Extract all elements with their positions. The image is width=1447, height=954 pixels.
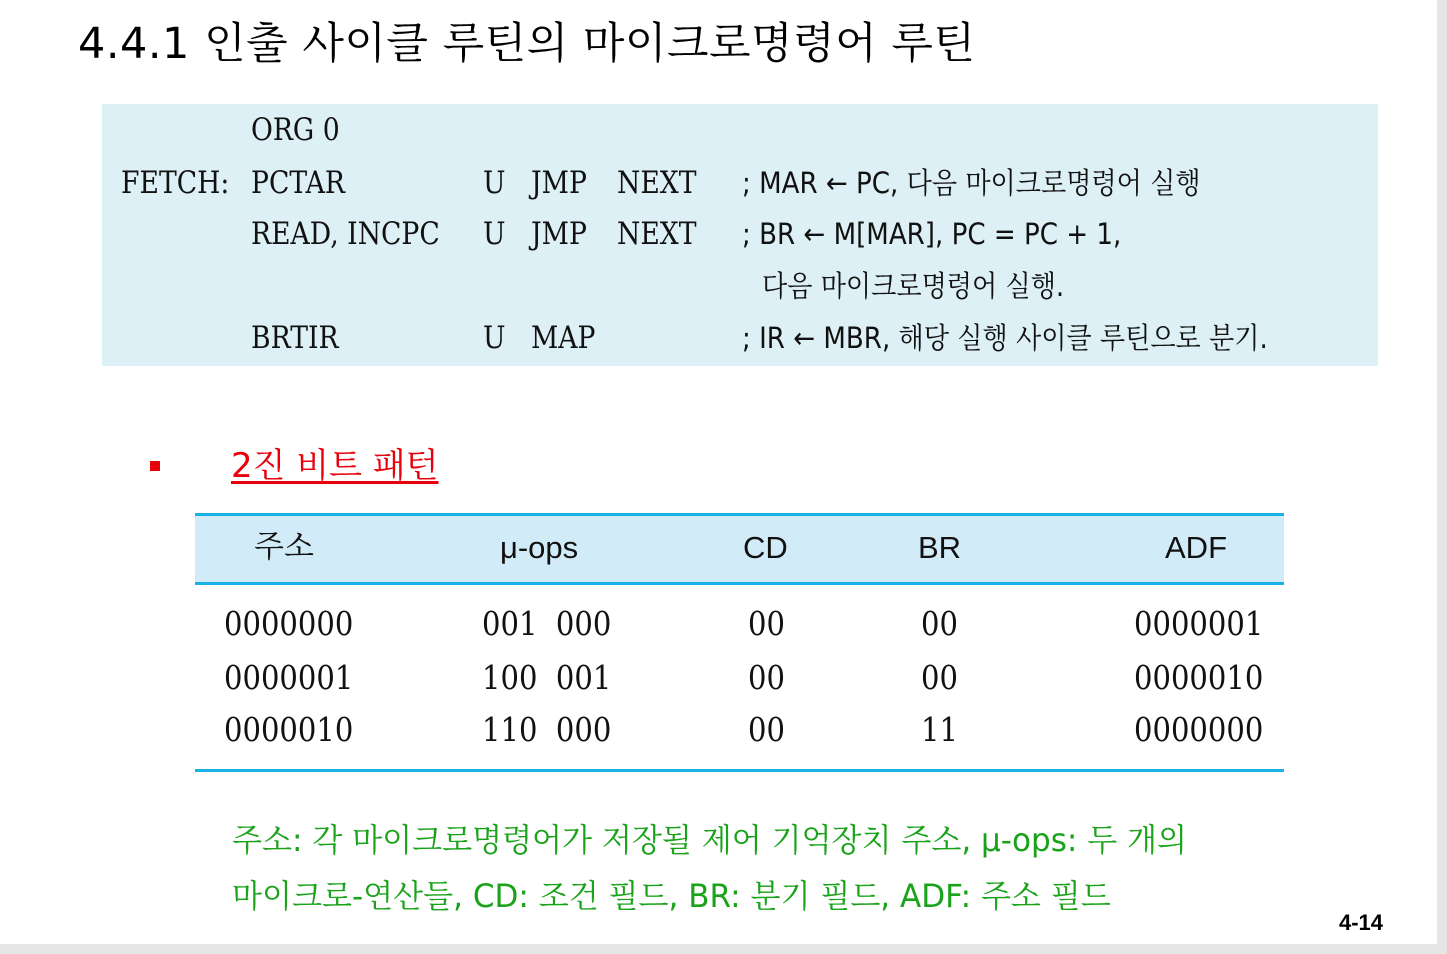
table-cell-r3-br: 11 xyxy=(921,710,958,749)
code-row-1-br: JMP xyxy=(531,165,587,201)
table-cell-r2-adf: 0000010 xyxy=(1134,658,1264,697)
table-cell-r2-cd: 00 xyxy=(748,658,785,697)
code-row-3-br: MAP xyxy=(531,320,596,356)
code-row-2-adf: NEXT xyxy=(617,216,697,252)
table-bottom-rule xyxy=(195,769,1284,772)
table-cell-r1-adf: 0000001 xyxy=(1134,604,1264,643)
table-cell-r3-adf: 0000000 xyxy=(1134,710,1264,749)
table-cell-r2-address: 0000001 xyxy=(224,658,354,697)
table-cell-r3-uops: 110 000 xyxy=(482,710,612,749)
table-cell-r1-cd: 00 xyxy=(748,604,785,643)
code-row-2-comment-cont: 다음 마이크로명령어 실행. xyxy=(762,269,1065,303)
code-row-2-ops: READ, INCPC xyxy=(251,216,440,252)
code-row-3-cd: U xyxy=(483,320,506,356)
code-row-1-adf: NEXT xyxy=(617,165,697,201)
code-row-2-comment: ; BR ← M[MAR], PC = PC + 1, xyxy=(742,217,1122,251)
code-org: ORG 0 xyxy=(251,112,340,148)
code-row-1-label: FETCH: xyxy=(121,165,230,201)
note-line-1: 주소: 각 마이크로명령어가 저장될 제어 기억장치 주소, μ-ops: 두 개의 xyxy=(232,821,1188,859)
code-row-1-ops: PCTAR xyxy=(251,165,345,201)
section-title: 2진 비트 패턴 xyxy=(231,446,439,486)
bullet-icon xyxy=(150,461,160,471)
viewer-edge-bottom xyxy=(0,944,1447,954)
page-title: 4.4.1 인출 사이클 루틴의 마이크로명령어 루틴 xyxy=(78,19,976,69)
viewer-edge-right xyxy=(1437,0,1447,954)
table-cell-r3-address: 0000010 xyxy=(224,710,354,749)
table-header-adf: ADF xyxy=(1165,530,1227,565)
table-cell-r1-address: 0000000 xyxy=(224,604,354,643)
table-cell-r1-uops: 001 000 xyxy=(482,604,612,643)
code-row-2-cd: U xyxy=(483,216,506,252)
table-cell-r2-uops: 100 001 xyxy=(482,658,612,697)
code-row-3-ops: BRTIR xyxy=(251,320,339,356)
code-row-3-comment: ; IR ← MBR, 해당 실행 사이클 루틴으로 분기. xyxy=(742,321,1268,355)
table-header-cd: CD xyxy=(743,530,788,565)
table-header-uops: μ-ops xyxy=(500,530,579,565)
table-cell-r2-br: 00 xyxy=(921,658,958,697)
table-header-br: BR xyxy=(918,530,962,565)
code-row-1-cd: U xyxy=(483,165,506,201)
table-header-address: 주소 xyxy=(254,529,314,565)
note-line-2: 마이크로-연산들, CD: 조건 필드, BR: 분기 필드, ADF: 주소 필드 xyxy=(232,877,1111,915)
table-cell-r3-cd: 00 xyxy=(748,710,785,749)
table-cell-r1-br: 00 xyxy=(921,604,958,643)
code-row-1-comment: ; MAR ← PC, 다음 마이크로명령어 실행 xyxy=(742,166,1201,200)
code-row-2-br: JMP xyxy=(531,216,587,252)
page-number: 4-14 xyxy=(1339,910,1384,935)
table-header-band xyxy=(195,513,1284,585)
